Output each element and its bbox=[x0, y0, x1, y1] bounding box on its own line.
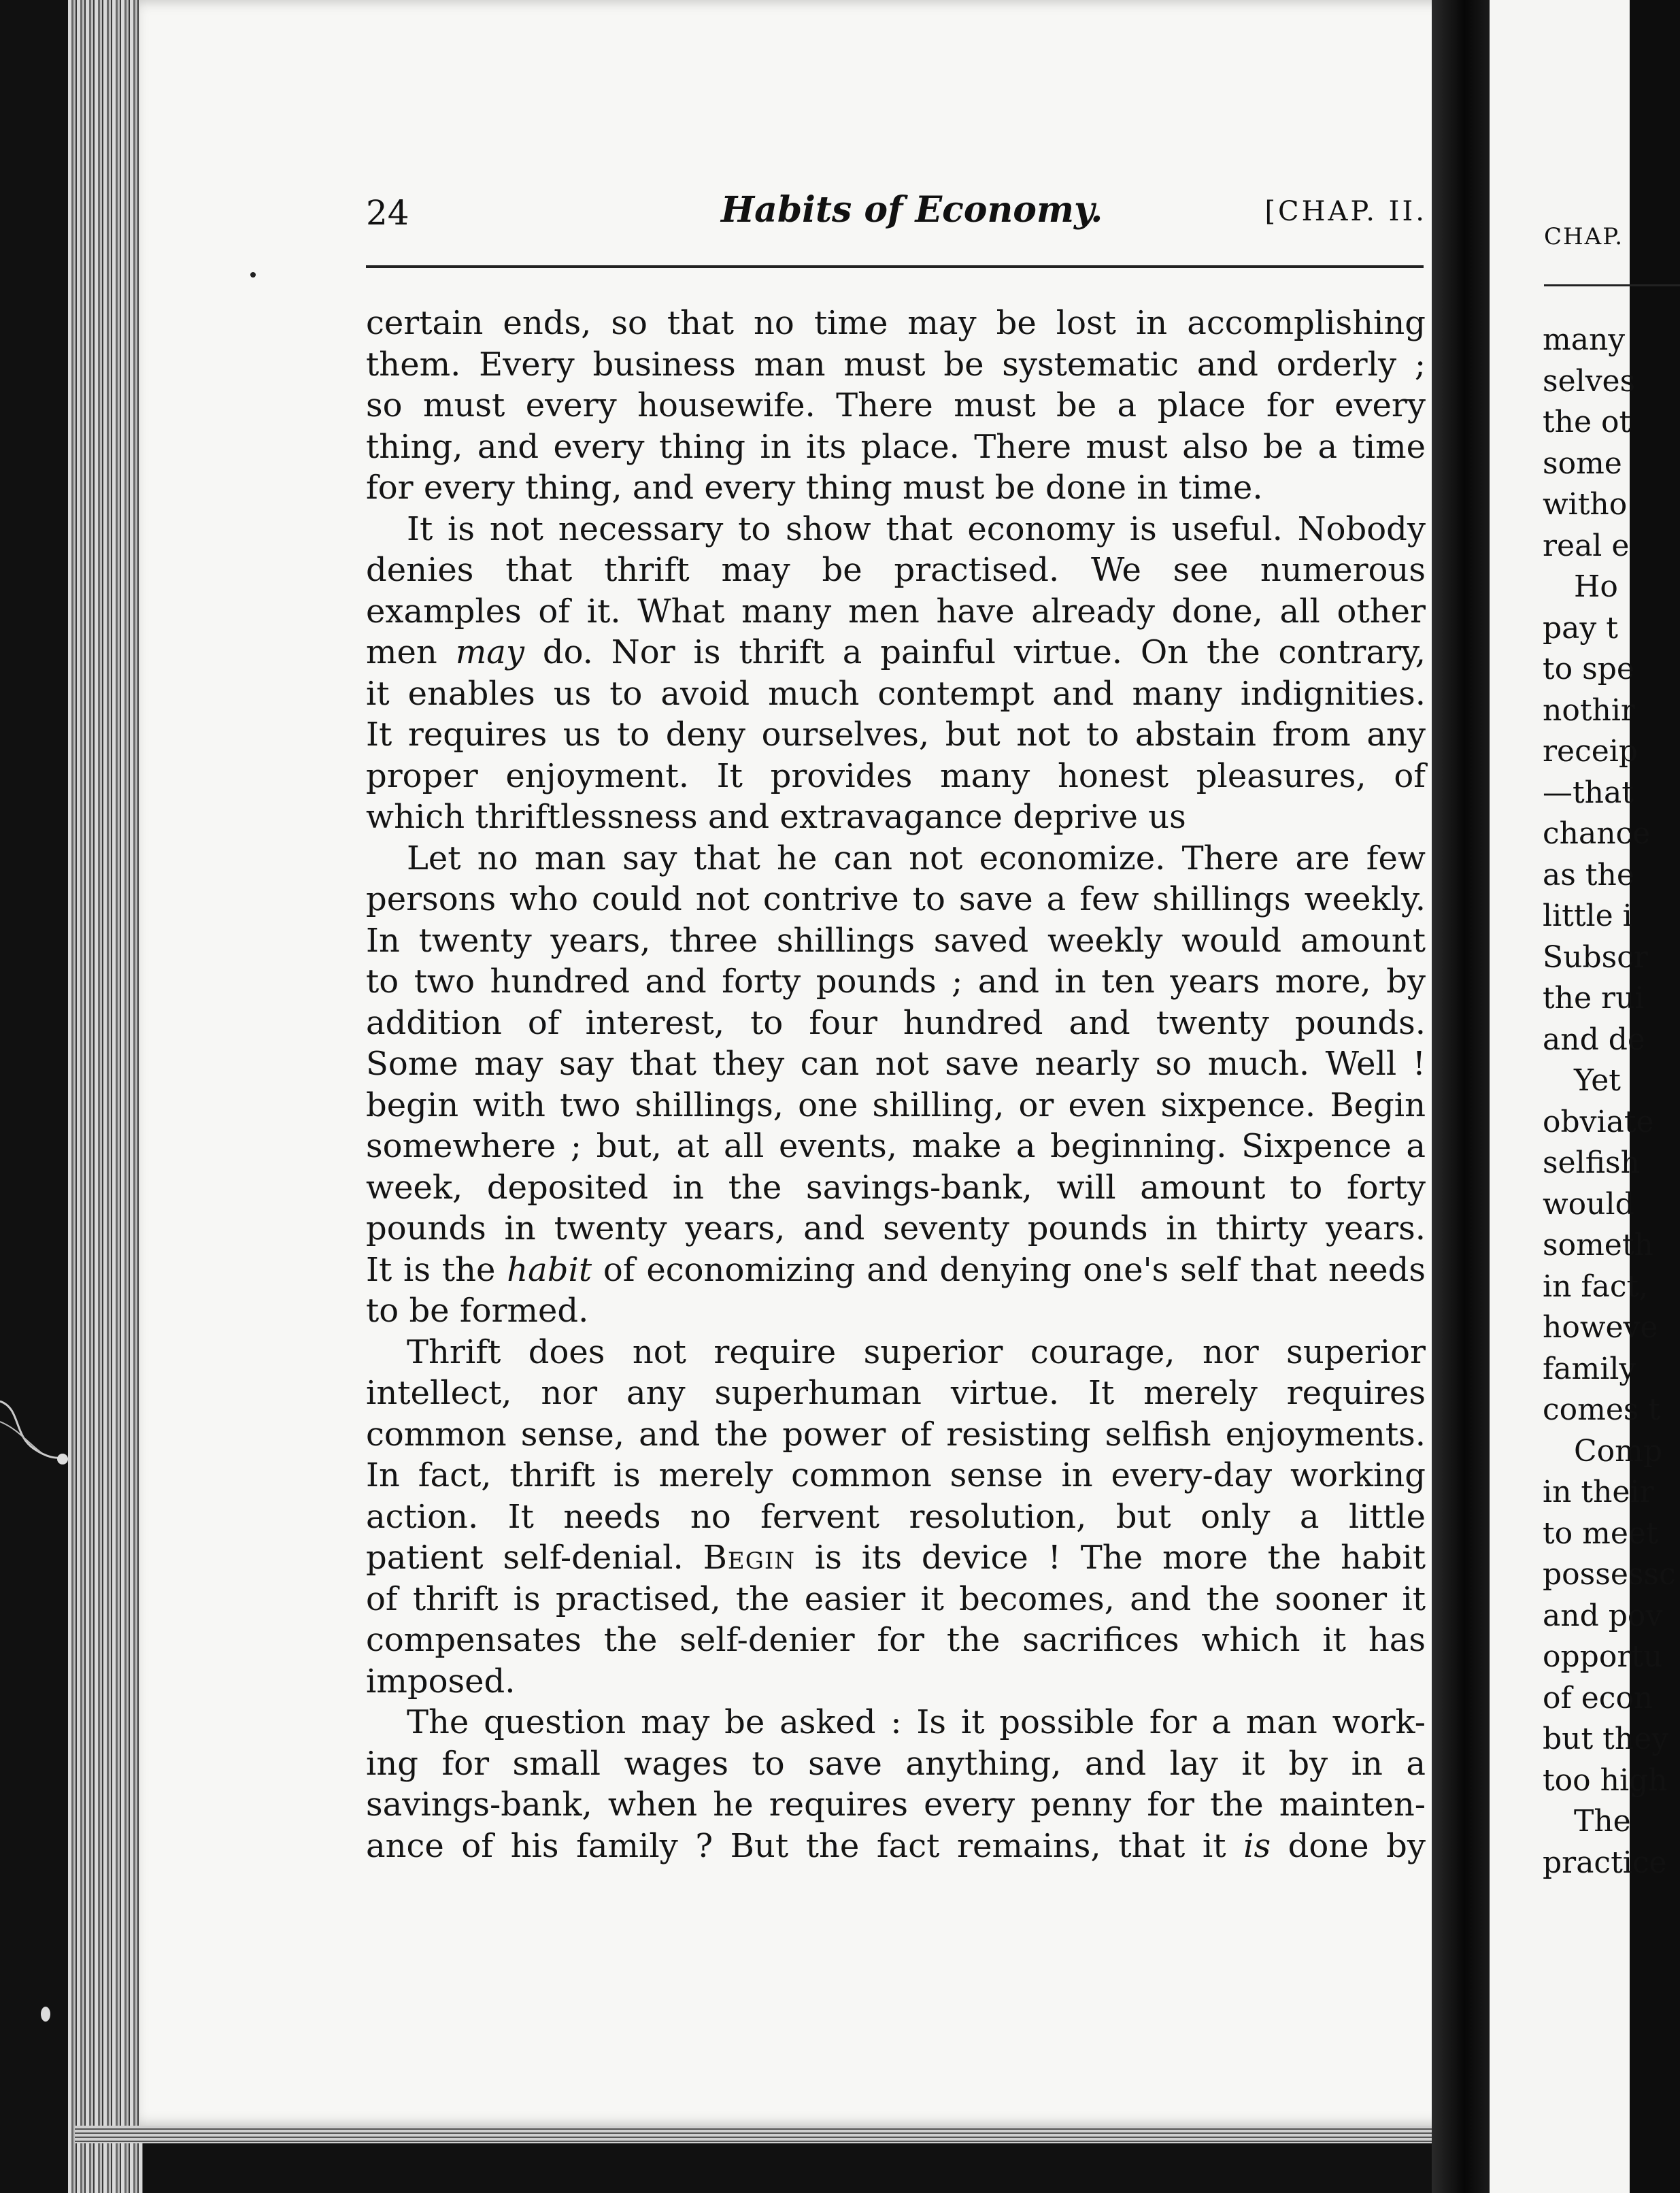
facing-line-fragment: to meet bbox=[1543, 1516, 1658, 1551]
running-title: Habits of Economy. bbox=[721, 189, 1103, 231]
page-edge-stack bbox=[68, 0, 143, 2193]
text-line: examples of it. What many men have already done, all other bbox=[366, 592, 1426, 631]
text-line: to two hundred and forty pounds ; and in ten years more, by bbox=[366, 962, 1426, 1001]
header-rule bbox=[366, 265, 1424, 268]
facing-line-fragment: but they bbox=[1543, 1722, 1669, 1756]
facing-line-fragment: some bbox=[1543, 446, 1622, 481]
text-line: It requires us to deny ourselves, but not to abstain from any bbox=[366, 716, 1426, 754]
page-number: 24 bbox=[366, 193, 409, 233]
text-line: persons who could not contrive to save a few shillings weekly. bbox=[366, 880, 1426, 918]
text-line: denies that thrift may be practised. We see numerous bbox=[366, 551, 1426, 589]
facing-line-fragment: pay t bbox=[1543, 610, 1618, 646]
facing-line-fragment: howeve bbox=[1543, 1310, 1658, 1345]
italic-emphasis: is bbox=[1243, 1826, 1271, 1865]
facing-line-fragment: opportu bbox=[1543, 1639, 1663, 1674]
text-line: patient self-denial. Begin is its device ! The more the habit bbox=[366, 1539, 1426, 1577]
facing-line-fragment: comes t bbox=[1543, 1392, 1661, 1427]
text-line: it enables us to avoid much contempt and many indignities. bbox=[366, 674, 1426, 713]
text-line: for every thing, and every thing must be done in time. bbox=[366, 469, 1263, 507]
facing-line-fragment: as the bbox=[1543, 857, 1634, 892]
facing-line-fragment: Ho bbox=[1574, 569, 1618, 604]
facing-line-fragment: to spe bbox=[1543, 652, 1634, 686]
text-line: compensates the self-denier for the sacrifices which it has bbox=[366, 1621, 1426, 1659]
text-line: proper enjoyment. It provides many honest pleasures, of bbox=[366, 756, 1426, 795]
text-line: Let no man say that he can not economize. There are few bbox=[407, 839, 1426, 877]
bottom-page-edges bbox=[75, 2126, 1469, 2143]
text-line: The question may be asked : Is it possible for a man work- bbox=[407, 1703, 1426, 1741]
facing-line-fragment: Subscr bbox=[1543, 939, 1648, 975]
text-line: to be formed. bbox=[366, 1292, 589, 1330]
text-line: Thrift does not require superior courage, nor superior bbox=[407, 1333, 1426, 1371]
facing-line-fragment: in their bbox=[1543, 1475, 1654, 1509]
facing-line-fragment: selfish bbox=[1543, 1145, 1640, 1180]
facing-line-fragment: little i bbox=[1543, 899, 1632, 933]
text-line: somewhere ; but, at all events, make a beginning. Sixpence a bbox=[366, 1127, 1426, 1165]
facing-line-fragment: Comp bbox=[1574, 1433, 1663, 1469]
facing-line-fragment: The bbox=[1574, 1804, 1631, 1839]
text-line: addition of interest, to four hundred and twenty pounds. bbox=[366, 1003, 1426, 1042]
text-line: Some may say that they can not save nearly so much. Well ! bbox=[366, 1045, 1426, 1083]
facing-line-fragment: possessc bbox=[1543, 1557, 1676, 1592]
text-line: savings-bank, when he requires every penny for the mainten- bbox=[366, 1786, 1426, 1824]
text-line: certain ends, so that no time may be lost in accomplishing bbox=[366, 304, 1426, 342]
facing-line-fragment: of econ bbox=[1543, 1680, 1653, 1715]
facing-line-fragment: Yet bbox=[1574, 1063, 1621, 1098]
facing-line-fragment: real e bbox=[1543, 528, 1630, 563]
facing-line-fragment: and pov bbox=[1543, 1598, 1663, 1633]
facing-line-fragment: someth bbox=[1543, 1228, 1653, 1262]
facing-line-fragment: receip bbox=[1543, 734, 1638, 769]
facing-line-fragment: —that bbox=[1543, 775, 1634, 810]
text-line: In twenty years, three shillings saved weekly would amount bbox=[366, 921, 1426, 960]
facing-line-fragment: obviate bbox=[1543, 1104, 1654, 1139]
thread-artifact bbox=[0, 1394, 75, 1476]
text-line: which thriftlessness and extravagance deprive us bbox=[366, 798, 1186, 836]
text-line: so must every housewife. There must be a place for every bbox=[366, 386, 1426, 424]
text-line: ing for small wages to save anything, and lay it by in a bbox=[366, 1744, 1426, 1783]
facing-line-fragment: nothir bbox=[1543, 692, 1635, 728]
italic-emphasis: habit bbox=[507, 1250, 592, 1289]
body-text bbox=[366, 303, 1426, 1866]
facing-page-text bbox=[1543, 320, 1676, 1884]
page-header bbox=[366, 189, 1427, 237]
text-line: of thrift is practised, the easier it becomes, and the sooner it bbox=[366, 1579, 1426, 1618]
text-line: In fact, thrift is merely common sense in every-day working bbox=[366, 1456, 1426, 1494]
text-line: common sense, and the power of resisting selfish enjoyments. bbox=[366, 1415, 1426, 1454]
text-line: It is not necessary to show that economy is useful. Nobody bbox=[407, 509, 1426, 548]
facing-line-fragment: many bbox=[1543, 322, 1626, 357]
text-line: ance of his family ? But the fact remains, that it is done by bbox=[366, 1826, 1426, 1865]
small-caps-word: Begin bbox=[703, 1539, 796, 1577]
facing-line-fragment: family bbox=[1543, 1351, 1636, 1386]
text-line: week, deposited in the savings-bank, will amount to forty bbox=[366, 1168, 1426, 1207]
text-line: begin with two shillings, one shilling, or even sixpence. Begin bbox=[366, 1086, 1426, 1124]
facing-line-fragment: chance bbox=[1543, 816, 1651, 851]
text-line: them. Every business man must be systematic and orderly ; bbox=[366, 345, 1426, 384]
scan-speck bbox=[41, 2007, 50, 2022]
scan-speck bbox=[250, 272, 256, 278]
text-line: thing, and every thing in its place. There must also be a time bbox=[366, 427, 1426, 466]
text-line: It is the habit of economizing and denying one's self that needs bbox=[366, 1250, 1426, 1289]
text-line: pounds in twenty years, and seventy pounds in thirty years. bbox=[366, 1209, 1426, 1248]
facing-page-header: CHAP. bbox=[1544, 223, 1624, 250]
text-line: imposed. bbox=[366, 1662, 516, 1701]
text-line: intellect, nor any superhuman virtue. It merely requires bbox=[366, 1374, 1426, 1412]
text-line: men may do. Nor is thrift a painful virtue. On the contrary, bbox=[366, 633, 1426, 671]
facing-line-fragment: and de bbox=[1543, 1022, 1645, 1057]
italic-emphasis: may bbox=[455, 633, 524, 671]
facing-line-fragment: selves bbox=[1543, 363, 1636, 399]
facing-line-fragment: would bbox=[1543, 1186, 1634, 1222]
facing-line-fragment: the rui bbox=[1543, 981, 1645, 1016]
facing-line-fragment: witho bbox=[1543, 487, 1628, 522]
facing-line-fragment: practice bbox=[1543, 1845, 1667, 1880]
facing-line-fragment: too high bbox=[1543, 1762, 1668, 1798]
text-line: action. It needs no fervent resolution, but only a little bbox=[366, 1497, 1426, 1536]
facing-page bbox=[1490, 0, 1676, 2193]
facing-page-rule bbox=[1544, 284, 1680, 286]
chapter-reference: [CHAP. II. bbox=[1264, 196, 1427, 227]
facing-line-fragment: the ot bbox=[1543, 405, 1632, 439]
facing-line-fragment: in fact, bbox=[1543, 1269, 1649, 1304]
